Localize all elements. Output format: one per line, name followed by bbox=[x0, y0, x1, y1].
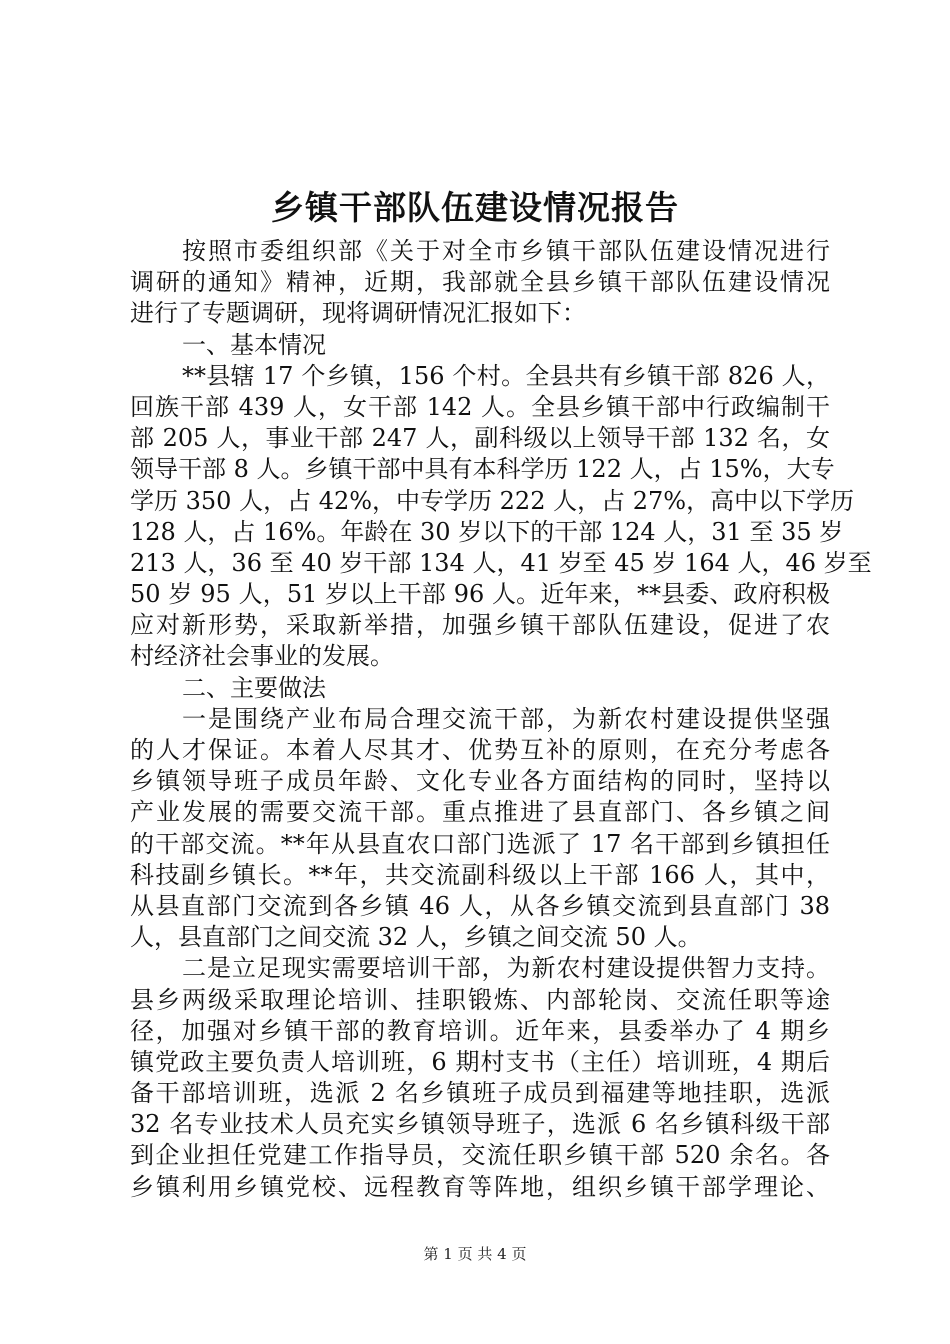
paragraph-line: 科技副乡镇长。**年，共交流副科级以上干部 166 人，其中， bbox=[130, 860, 830, 889]
paragraph-line: 进行了专题调研，现将调研情况汇报如下： bbox=[130, 299, 586, 328]
paragraph-line: 128 人，占 16%。年龄在 30 岁以下的干部 124 人，31 至 35 岁 bbox=[130, 517, 844, 546]
paragraph-line: 产业发展的需要交流干部。重点推进了县直部门、各乡镇之间 bbox=[130, 798, 830, 827]
paragraph-line: 二是立足现实需要培训干部，为新农村建设提供智力支持。 bbox=[182, 954, 830, 983]
paragraph-line: 学历 350 人，占 42%，中专学历 222 人，占 27%，高中以下学历 bbox=[130, 486, 855, 515]
paragraph-line: 从县直部门交流到各乡镇 46 人，从各乡镇交流到县直部门 38 bbox=[130, 891, 830, 920]
section-heading: 一、基本情况 bbox=[182, 330, 326, 359]
paragraph-line: 乡镇利用乡镇党校、远程教育等阵地，组织乡镇干部学理论、 bbox=[130, 1172, 830, 1201]
paragraph-line: 到企业担任党建工作指导员，交流任职乡镇干部 520 余名。各 bbox=[130, 1141, 830, 1170]
paragraph-line: 人，县直部门之间交流 32 人，乡镇之间交流 50 人。 bbox=[130, 923, 702, 952]
paragraph-line: **县辖 17 个乡镇，156 个村。全县共有乡镇干部 826 人， bbox=[182, 361, 830, 390]
paragraph-line: 乡镇领导班子成员年龄、文化专业各方面结构的同时，坚持以 bbox=[130, 767, 830, 796]
paragraph-line: 一是围绕产业布局合理交流干部，为新农村建设提供坚强 bbox=[182, 704, 830, 733]
paragraph-line: 调研的通知》精神，近期，我部就全县乡镇干部队伍建设情况 bbox=[130, 268, 830, 297]
paragraph-line: 镇党政主要负责人培训班，6 期村支书（主任）培训班，4 期后 bbox=[130, 1047, 830, 1076]
paragraph-line: 应对新形势，采取新举措，加强乡镇干部队伍建设，促进了农 bbox=[130, 611, 830, 640]
paragraph-line: 部 205 人，事业干部 247 人，副科级以上领导干部 132 名，女 bbox=[130, 424, 830, 453]
document-body bbox=[130, 236, 872, 1203]
document-title: 乡镇干部队伍建设情况报告 bbox=[271, 188, 679, 227]
paragraph-line: 径，加强对乡镇干部的教育培训。近年来，县委举办了 4 期乡 bbox=[130, 1016, 830, 1045]
paragraph-line: 领导干部 8 人。乡镇干部中具有本科学历 122 人，占 15%，大专 bbox=[130, 455, 835, 484]
paragraph-line: 回族干部 439 人，女干部 142 人。全县乡镇干部中行政编制干 bbox=[130, 392, 830, 421]
paragraph-line: 213 人，36 至 40 岁干部 134 人，41 岁至 45 岁 164 人，46 岁至 bbox=[130, 548, 872, 577]
paragraph-line: 村经济社会事业的发展。 bbox=[130, 642, 394, 671]
paragraph-line: 的人才保证。本着人尽其才、优势互补的原则，在充分考虑各 bbox=[130, 736, 830, 764]
section-heading: 二、主要做法 bbox=[182, 673, 326, 702]
paragraph-line: 的干部交流。**年从县直农口部门选派了 17 名干部到乡镇担任 bbox=[130, 829, 830, 858]
paragraph-line: 按照市委组织部《关于对全市乡镇干部队伍建设情况进行 bbox=[182, 237, 830, 265]
paragraph-line: 50 岁 95 人，51 岁以上干部 96 人。近年来，**县委、政府积极 bbox=[130, 580, 830, 609]
paragraph-line: 备干部培训班，选派 2 名乡镇班子成员到福建等地挂职，选派 bbox=[130, 1079, 830, 1108]
page-footer: 第 1 页 共 4 页 bbox=[423, 1245, 527, 1263]
paragraph-line: 32 名专业技术人员充实乡镇领导班子，选派 6 名乡镇科级干部 bbox=[130, 1110, 830, 1139]
paragraph-line: 县乡两级采取理论培训、挂职锻炼、内部轮岗、交流任职等途 bbox=[130, 985, 830, 1014]
